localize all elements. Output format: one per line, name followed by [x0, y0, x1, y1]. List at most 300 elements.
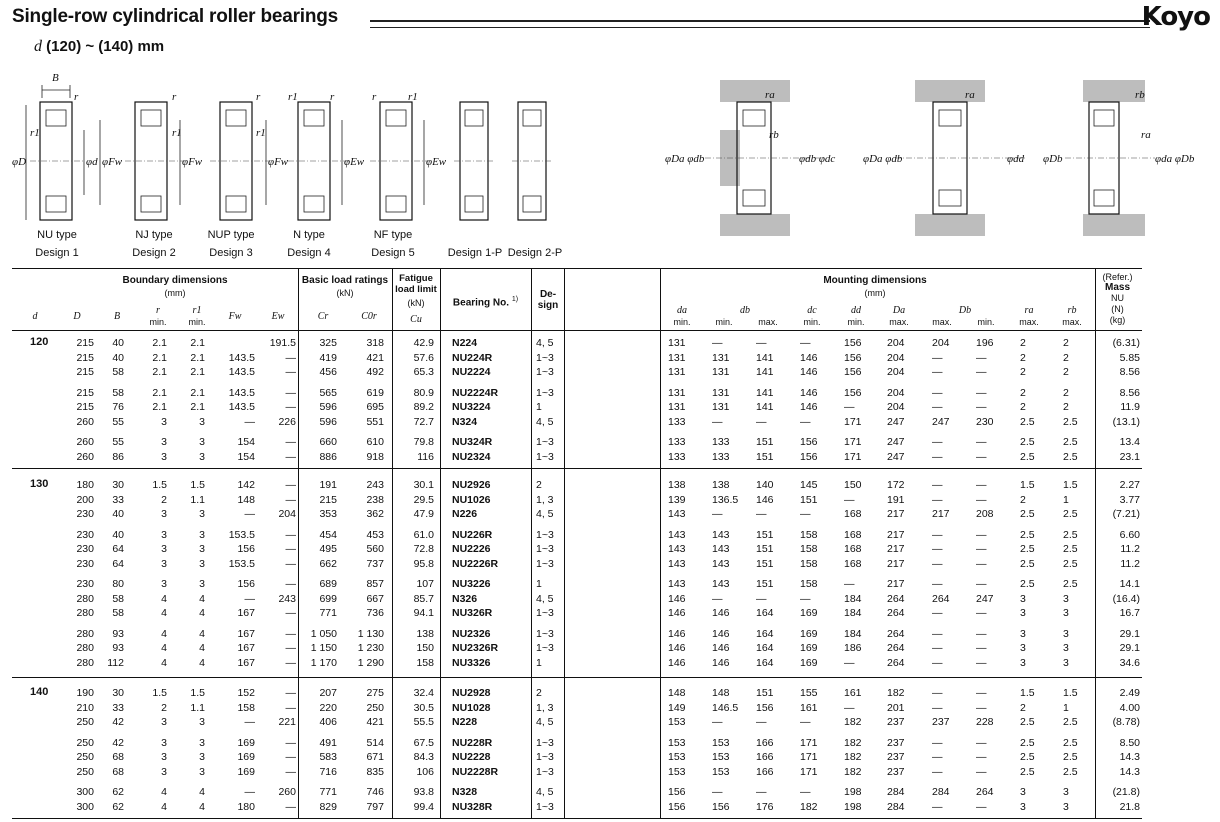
table-cell: 169	[800, 607, 818, 619]
table-cell: 3	[161, 578, 167, 590]
table-cell: —	[932, 528, 943, 541]
table-cell: 3	[161, 716, 167, 728]
table-cell: 196	[976, 337, 994, 349]
table-cell: 8.56	[1119, 386, 1140, 399]
table-cell: 151	[756, 436, 774, 448]
hdr-r1: r1	[192, 305, 202, 316]
table-cell: 184	[844, 607, 862, 619]
table-cell: 2	[536, 687, 542, 699]
table-cell: 200	[76, 493, 94, 506]
table-cell: 146	[668, 656, 686, 669]
table-cell: 226	[278, 415, 296, 428]
table-cell: 514	[366, 736, 384, 749]
table-cell: —	[712, 337, 723, 349]
table-cell: 716	[319, 765, 337, 778]
table-cell: 1~3	[536, 751, 554, 763]
table-cell: 116	[417, 450, 434, 463]
table-cell: NU2324	[452, 450, 491, 463]
table-cell: 164	[756, 607, 774, 619]
table-cell: 86	[112, 450, 124, 463]
table-cell: 228	[976, 716, 994, 728]
table-cell: NU2226	[452, 543, 491, 555]
table-cell: 2.49	[1119, 687, 1140, 699]
table-cell: 84.3	[413, 751, 434, 763]
table-cell: —	[244, 786, 255, 798]
table-cell: NU2926	[452, 479, 491, 491]
table-cell: —	[756, 592, 767, 605]
table-cell: —	[976, 479, 987, 491]
nf-type-drawing	[370, 91, 447, 220]
table-cell: 172	[887, 479, 905, 491]
hdr-db-min: min.	[715, 317, 733, 327]
table-cell: 204	[887, 366, 905, 378]
table-cell: 131	[668, 366, 686, 378]
table-cell: 2	[536, 479, 542, 491]
table-cell: —	[932, 386, 943, 399]
table-cell: 220	[319, 701, 337, 714]
table-cell: —	[932, 687, 943, 699]
table-cell: 169	[800, 642, 818, 654]
table-cell: 1~3	[536, 607, 554, 619]
hdr-Fw: Fw	[228, 311, 242, 322]
svg-text:ra: ra	[765, 89, 775, 101]
table-cell: 55	[112, 436, 124, 448]
label-design-1: Design 1	[35, 247, 79, 259]
table-cell: 3	[199, 557, 205, 570]
table-cell: 167	[237, 642, 255, 654]
table-cell: 2.1	[152, 386, 167, 399]
table-cell: 4	[199, 656, 205, 669]
table-cell: 148	[668, 687, 686, 699]
table-cell: 230	[76, 528, 94, 541]
svg-text:r: r	[372, 91, 377, 103]
table-cell: 2.5	[1020, 508, 1035, 520]
subtitle-range: (120) ~ (140) mm	[46, 38, 165, 55]
vline-fatigue	[440, 268, 441, 818]
table-cell: 3	[1063, 800, 1069, 813]
table-cell: 167	[237, 627, 255, 640]
table-cell: 155	[800, 687, 818, 699]
table-cell: 153.5	[228, 528, 255, 541]
table-cell: 1 170	[310, 656, 337, 669]
mounting-drawing-1	[665, 80, 835, 236]
table-cell: 67.5	[413, 736, 434, 749]
hdr-Db-max: max.	[932, 317, 952, 327]
table-cell: (8.78)	[1112, 716, 1140, 728]
table-cell: 142	[237, 479, 255, 491]
table-cell: 131	[712, 401, 730, 413]
hdr-basic-load: Basic load ratings	[301, 275, 389, 286]
table-cell: 2.5	[1020, 543, 1035, 555]
table-cell: 131	[668, 401, 686, 413]
hdr-mass-kg: (kg)	[1109, 315, 1126, 325]
nj-type-drawing	[125, 91, 203, 220]
hdr-db: db	[740, 305, 750, 316]
table-cell: 99.4	[413, 800, 434, 813]
hdr-r: r	[156, 305, 160, 316]
table-cell: 133	[712, 450, 730, 463]
table-cell: 1~3	[536, 642, 554, 654]
table-cell: 421	[366, 716, 384, 728]
table-cell: 168	[844, 528, 862, 541]
table-cell: 230	[76, 557, 94, 570]
table-cell: 204	[932, 337, 950, 349]
table-cell: —	[244, 592, 255, 605]
table-cell: 153	[668, 716, 686, 728]
table-cell: NU2928	[452, 687, 491, 699]
table-cell: 3	[161, 528, 167, 541]
table-cell: 1	[1063, 493, 1069, 506]
table-cell: 62	[112, 800, 124, 813]
table-cell: —	[976, 578, 987, 590]
table-cell: 217	[887, 557, 905, 570]
table-cell: 8.50	[1119, 736, 1140, 749]
table-cell: 14.3	[1119, 751, 1140, 763]
table-cell: 182	[844, 751, 862, 763]
table-cell: 14.1	[1119, 578, 1140, 590]
table-cell: 131	[712, 366, 730, 378]
table-cell: 1~3	[536, 351, 554, 364]
table-cell: 3	[199, 543, 205, 555]
table-cell: 29.5	[413, 493, 434, 506]
table-cell: 156	[844, 351, 862, 364]
table-cell: 168	[844, 543, 862, 555]
table-cell: 2.5	[1020, 736, 1035, 749]
table-cell: NU2224R	[452, 386, 499, 399]
table-cell: 1	[1063, 701, 1069, 714]
table-cell: 2	[1020, 386, 1026, 399]
hdr-Cr: Cr	[317, 311, 329, 322]
table-cell: 797	[366, 800, 384, 813]
table-cell: 3	[1020, 627, 1026, 640]
table-cell: —	[976, 687, 987, 699]
table-cell: 146	[668, 627, 686, 640]
table-cell: —	[285, 557, 296, 570]
hdr-ra: ra	[1024, 305, 1034, 316]
table-cell: 133	[668, 436, 686, 448]
table-cell: 264	[887, 592, 905, 605]
table-cell: 250	[76, 751, 94, 763]
table-cell: 3	[1020, 656, 1026, 669]
table-cell: 1 290	[357, 656, 384, 669]
svg-text:r1: r1	[30, 127, 40, 139]
table-cell: 143.5	[228, 366, 255, 378]
table-cell: —	[976, 528, 987, 541]
table-cell: 138	[416, 627, 434, 640]
table-cell: —	[285, 436, 296, 448]
table-cell: 2.5	[1063, 716, 1078, 728]
table-cell: 184	[844, 592, 862, 605]
table-cell: 260	[76, 450, 94, 463]
table-cell: 230	[76, 543, 94, 555]
hdr-fatigue: Fatigue load limit	[395, 273, 437, 295]
table-cell: —	[932, 627, 943, 640]
table-cell: 1.5	[190, 479, 205, 491]
table-cell: 3	[161, 736, 167, 749]
table-cell: 1.5	[152, 479, 167, 491]
table-cell: (6.31)	[1112, 337, 1140, 349]
table-cell: 167	[237, 607, 255, 619]
table-cell: 93	[112, 642, 124, 654]
table-cell: 217	[887, 508, 905, 520]
table-cell: 215	[76, 386, 94, 399]
table-cell: 169	[237, 765, 255, 778]
table-cell: 237	[887, 736, 905, 749]
table-cell: 215	[76, 366, 94, 378]
table-cell: —	[844, 656, 855, 669]
table-cell: 204	[887, 337, 905, 349]
svg-text:φd: φd	[86, 156, 98, 168]
table-cell: 353	[319, 508, 337, 520]
table-cell: 217	[887, 528, 905, 541]
page-title: Single-row cylindrical roller bearings	[12, 6, 339, 27]
table-cell: NU2326	[452, 627, 491, 640]
d-value: 120	[30, 336, 49, 348]
table-cell: 264	[932, 592, 950, 605]
table-cell: 68	[112, 765, 124, 778]
table-cell: 4	[199, 627, 205, 640]
table-cell: —	[285, 578, 296, 590]
table-cell: —	[976, 543, 987, 555]
table-cell: —	[976, 656, 987, 669]
table-cell: 250	[76, 716, 94, 728]
table-cell: —	[712, 415, 723, 428]
table-cell: 198	[844, 786, 862, 798]
table-cell: 2	[1063, 386, 1069, 399]
table-cell: —	[932, 557, 943, 570]
svg-text:φDa φdb: φDa φdb	[863, 153, 903, 165]
table-cell: 156	[237, 543, 255, 555]
table-cell: (7.21)	[1112, 508, 1140, 520]
table-cell: 2.5	[1020, 716, 1035, 728]
table-cell: 284	[932, 786, 950, 798]
table-cell: 184	[844, 627, 862, 640]
svg-text:φdb φdc: φdb φdc	[799, 153, 836, 165]
hdr-mass-nu: NU	[1111, 293, 1124, 303]
table-cell: 2	[161, 493, 167, 506]
table-cell: 146	[668, 642, 686, 654]
table-cell: 217	[887, 543, 905, 555]
table-cell: 40	[112, 337, 124, 349]
table-cell: 2	[1063, 351, 1069, 364]
table-cell: 2.1	[190, 337, 205, 349]
design-1p-drawing	[454, 102, 494, 220]
table-cell: 168	[844, 508, 862, 520]
table-cell: 318	[366, 337, 384, 349]
table-cell: 58	[112, 386, 124, 399]
table-cell: 4	[199, 607, 205, 619]
table-cell: —	[756, 415, 767, 428]
table-cell: 204	[887, 386, 905, 399]
svg-text:r1: r1	[288, 91, 298, 103]
table-cell: 560	[366, 543, 384, 555]
table-cell: —	[800, 592, 811, 605]
label-design-1p: Design 1-P	[447, 247, 503, 259]
table-cell: 4	[161, 607, 167, 619]
table-cell: 158	[800, 578, 818, 590]
table-cell: 886	[319, 450, 337, 463]
table-cell: 454	[319, 528, 337, 541]
table-cell: 6.60	[1119, 528, 1140, 541]
table-cell: 76	[112, 401, 124, 413]
table-cell: 2	[1063, 401, 1069, 413]
table-cell: 2.27	[1119, 479, 1140, 491]
table-cell: 143.5	[228, 351, 255, 364]
label-nj-type: NJ type	[135, 229, 173, 241]
table-cell: 1~3	[536, 386, 554, 399]
table-cell: 182	[887, 687, 905, 699]
table-cell: —	[285, 528, 296, 541]
table-cell: 156	[844, 366, 862, 378]
hdr-Db: Db	[958, 305, 972, 316]
table-cell: 247	[887, 436, 905, 448]
nu-type-drawing	[12, 72, 123, 220]
hdr-design: De-sign	[537, 289, 559, 311]
table-cell: 610	[366, 436, 384, 448]
table-cell: 2.5	[1063, 578, 1078, 590]
table-cell: —	[932, 351, 943, 364]
table-cell: 58	[112, 592, 124, 605]
table-cell: —	[285, 351, 296, 364]
table-cell: 182	[800, 800, 818, 813]
table-cell: 771	[319, 607, 337, 619]
table-cell: —	[932, 736, 943, 749]
table-cell: 406	[319, 716, 337, 728]
table-cell: —	[932, 479, 943, 491]
table-cell: 2.5	[1020, 436, 1035, 448]
table-cell: 3	[161, 751, 167, 763]
table-cell: 3.77	[1119, 493, 1140, 506]
table-cell: 171	[800, 751, 818, 763]
svg-text:φdd: φdd	[1007, 153, 1025, 165]
table-cell: —	[932, 765, 943, 778]
table-cell: 1.5	[1063, 687, 1078, 699]
table-cell: 161	[844, 687, 862, 699]
table-cell: 30.1	[413, 479, 434, 491]
table-cell: 1.5	[1020, 687, 1035, 699]
bearing-type-drawings	[10, 70, 570, 235]
table-cell: 264	[887, 627, 905, 640]
table-cell: 11.9	[1120, 401, 1140, 413]
table-cell: 3	[1020, 800, 1026, 813]
table-cell: 1, 3	[536, 701, 554, 714]
hdr-mass-n: (N)	[1111, 304, 1124, 314]
mounting-drawings	[665, 78, 1210, 238]
table-cell: —	[932, 493, 943, 506]
svg-text:φFw: φFw	[182, 156, 203, 168]
table-cell: 164	[756, 642, 774, 654]
table-cell: 3	[199, 578, 205, 590]
table-cell: —	[800, 337, 811, 349]
table-cell: 171	[844, 450, 862, 463]
table-cell: 64	[112, 557, 124, 570]
table-cell: 154	[237, 450, 255, 463]
table-cell: 2.5	[1020, 765, 1035, 778]
table-cell: 453	[366, 528, 384, 541]
table-cell: 1	[536, 578, 542, 590]
table-cell: 169	[800, 627, 818, 640]
hdr-db-max: max.	[758, 317, 778, 327]
svg-text:rb: rb	[1135, 89, 1145, 101]
table-cell: 40	[112, 508, 124, 520]
table-cell: 2.5	[1020, 450, 1035, 463]
table-cell: 3	[161, 765, 167, 778]
brand-logo: Koyo	[1141, 2, 1210, 32]
table-cell: 1~3	[536, 436, 554, 448]
table-cell: 2.5	[1063, 415, 1078, 428]
table-cell: 215	[76, 337, 94, 349]
table-cell: 237	[887, 716, 905, 728]
table-cell: —	[976, 607, 987, 619]
vline-mass	[1095, 268, 1096, 818]
table-cell: 143	[712, 557, 730, 570]
table-cell: 153	[712, 736, 730, 749]
table-cell: 154	[237, 436, 255, 448]
vline-boundary	[298, 268, 299, 818]
table-cell: 565	[319, 386, 337, 399]
group-rule-2	[12, 677, 1142, 678]
table-cell: 2.5	[1063, 557, 1078, 570]
table-cell: 11.2	[1120, 543, 1140, 555]
table-cell: 250	[76, 736, 94, 749]
table-cell: 80.9	[413, 386, 434, 399]
table-cell: 2.5	[1063, 751, 1078, 763]
table-cell: 217	[932, 508, 950, 520]
table-cell: 2.5	[1063, 436, 1078, 448]
table-cell: 131	[712, 386, 730, 399]
table-cell: 2.1	[190, 366, 205, 378]
d-value: 140	[30, 686, 49, 698]
label-nf-type: NF type	[373, 229, 413, 241]
table-cell: 3	[1020, 642, 1026, 654]
table-cell: 207	[319, 687, 337, 699]
hdr-Ew: Ew	[271, 311, 285, 322]
table-cell: —	[976, 351, 987, 364]
table-cell: 1	[536, 656, 542, 669]
table-cell: 146	[712, 627, 730, 640]
table-cell: —	[756, 337, 767, 349]
table-cell: 171	[844, 436, 862, 448]
vline-mounting	[660, 268, 661, 818]
table-cell: 3	[199, 736, 205, 749]
table-cell: 1~3	[536, 627, 554, 640]
table-cell: —	[285, 493, 296, 506]
table-cell: 156	[844, 337, 862, 349]
table-cell: 2	[1020, 493, 1026, 506]
table-cell: 141	[756, 351, 774, 364]
table-cell: —	[285, 656, 296, 669]
table-cell: —	[932, 607, 943, 619]
table-cell: 156	[668, 800, 686, 813]
table-cell: N228	[452, 716, 478, 728]
hdr-mass: Mass	[1104, 282, 1130, 293]
table-cell: 210	[76, 701, 94, 714]
table-cell: —	[712, 716, 723, 728]
table-cell: 65.3	[413, 366, 434, 378]
table-cell: 143	[668, 528, 686, 541]
table-cell: 4, 5	[536, 508, 554, 520]
table-cell: 2.5	[1020, 528, 1035, 541]
table-cell: 284	[887, 786, 905, 798]
table-cell: 662	[319, 557, 337, 570]
table-cell: 4.00	[1119, 701, 1140, 714]
table-cell: 2.5	[1063, 508, 1078, 520]
table-cell: 4	[199, 592, 205, 605]
table-cell: NU228R	[452, 736, 493, 749]
table-cell: 230	[76, 578, 94, 590]
table-cell: 419	[319, 351, 337, 364]
table-cell: 4	[161, 800, 167, 813]
